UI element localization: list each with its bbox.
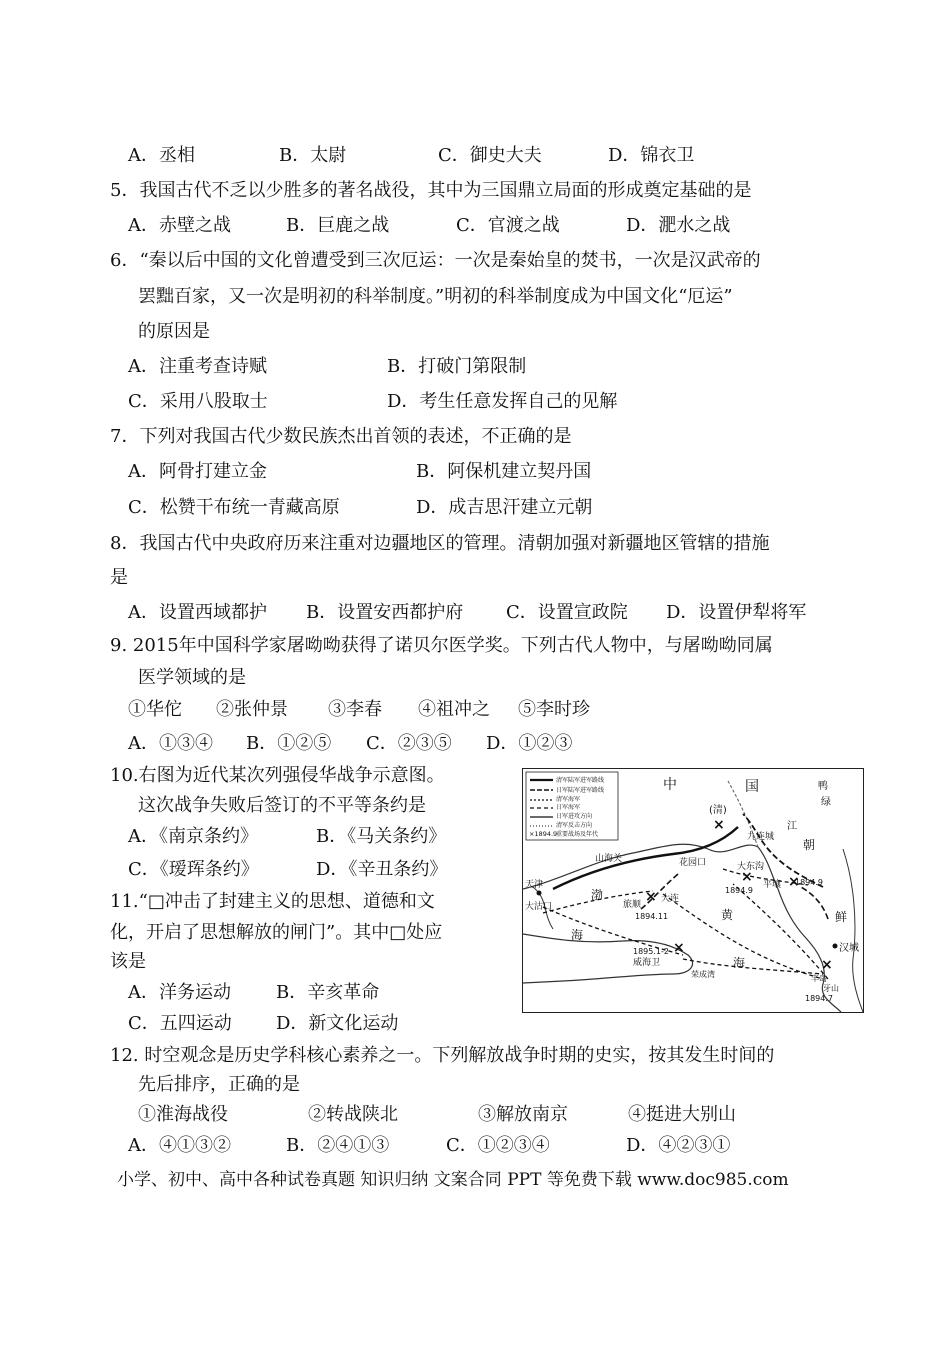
map-label-zhong: 中 xyxy=(663,777,677,793)
japan-army-route-east xyxy=(801,887,828,919)
q7-option-d: D．成吉思汗建立元朝 xyxy=(416,497,593,518)
map-date-fengdao: 1894.7 xyxy=(805,994,833,1003)
legend-label-japan-army: 日军陆军进军路线 xyxy=(556,787,605,794)
q9-item-4: ④祖冲之 xyxy=(418,699,490,720)
q12-stem-line-1: 12. 时空观念是历史学科核心素养之一。下列解放战争时期的史实，按其发生时间的 xyxy=(110,1045,775,1066)
map-date-weihaiwei: 1895.1-2 xyxy=(633,947,669,956)
q5-stem: 5．我国古代不乏以少胜多的著名战役，其中为三国鼎立局面的形成奠定基础的是 xyxy=(110,180,752,201)
q10-stem-line-2: 这次战争失败后签订的不平等条约是 xyxy=(138,795,426,816)
legend-mark-battle: ×1894.9 xyxy=(529,830,558,838)
map-label-chao: 朝 xyxy=(803,838,816,852)
q10-option-c: C．《瑷珲条约》 xyxy=(128,859,259,880)
battle-mark-weihaiwei: × xyxy=(673,940,685,956)
q6-stem-line-3: 的原因是 xyxy=(138,321,210,342)
q9-option-b: B．①②⑤ xyxy=(246,733,332,754)
map-label-tianjin: 天津 xyxy=(525,880,544,890)
map-label-huang: 黄 xyxy=(721,908,734,922)
q11-stem-line-1: 11.“□冲击了封建主义的思想、道德和文 xyxy=(110,891,435,912)
q12-option-a: A．④①③② xyxy=(128,1135,231,1156)
map-label-qing: (清) xyxy=(709,805,727,816)
q5-option-a: A．赤壁之战 xyxy=(128,215,231,236)
korea-east-coast xyxy=(843,849,863,1012)
q12-item-2: ②转战陕北 xyxy=(308,1104,398,1125)
q12-option-d: D．④②③① xyxy=(626,1135,731,1156)
map-label-pyongyang: 平壤 xyxy=(763,880,782,890)
q9-item-1: ①华佗 xyxy=(128,699,182,720)
battle-mark-fengdao: × xyxy=(821,957,833,973)
coastline-shandong xyxy=(523,934,693,983)
q9-option-c: C．②③⑤ xyxy=(366,733,452,754)
map-label-lushun: 旅顺 xyxy=(623,900,642,910)
q5-option-c: C．官渡之战 xyxy=(456,215,560,236)
map-label-guo: 国 xyxy=(745,779,759,795)
q12-option-c: C．①②③④ xyxy=(446,1135,550,1156)
q10-option-d: D．《辛丑条约》 xyxy=(316,859,448,880)
q12-stem-line-2: 先后排序，正确的是 xyxy=(138,1074,300,1095)
q8-stem-line-2: 是 xyxy=(110,567,128,588)
q9-stem-line-1: 9. 2015年中国科学家屠呦呦获得了诺贝尔医学奖。下列古代人物中，与屠呦呦同属 xyxy=(110,635,773,656)
legend-label-battle: 重要战场及年代 xyxy=(556,831,599,838)
q11-option-a: A．洋务运动 xyxy=(128,982,231,1003)
q8-option-a: A．设置西域都护 xyxy=(128,602,267,623)
q12-item-3: ③解放南京 xyxy=(478,1104,568,1125)
map-date-lushun: 1894.11 xyxy=(635,912,669,921)
map-label-hai-bohai: 海 xyxy=(571,928,584,942)
q6-option-d: D．考生任意发挥自己的见解 xyxy=(387,391,618,412)
q10-stem-line-1: 10.右图为近代某次列强侵华战争示意图。 xyxy=(110,765,445,786)
legend-label-japan-attack: 日军进攻方向 xyxy=(556,813,593,820)
map-label-weihaiwei: 威海卫 xyxy=(633,958,661,968)
map-label-dadonggou: 大东沟 xyxy=(737,862,765,872)
q6-option-b: B．打破门第限制 xyxy=(387,356,527,377)
q12-item-4: ④挺进大别山 xyxy=(628,1104,736,1125)
q9-stem-line-2: 医学领域的是 xyxy=(138,667,246,688)
q11-option-b: B．辛亥革命 xyxy=(276,982,380,1003)
map-date-pyongyang: 1894.9 xyxy=(795,878,823,887)
q4-option-c: C．御史大夫 xyxy=(438,145,542,166)
legend-label-qing-army: 清军陆军进军路线 xyxy=(556,777,605,784)
map-label-jiang: 江 xyxy=(787,821,797,832)
map-label-hanseong: 汉城 xyxy=(839,943,859,954)
q6-stem-line-1: 6．“秦以后中国的文化曾遭受到三次厄运：一次是秦始皇的焚书，一次是汉武帝的 xyxy=(110,250,761,271)
q12-option-b: B．②④①③ xyxy=(286,1135,390,1156)
map-label-huayuankou: 花园口 xyxy=(679,858,707,868)
city-dot-hanseong xyxy=(833,944,838,949)
q11-stem-line-2: 化，开启了思想解放的闸门”。其中□处应 xyxy=(110,922,443,943)
q11-option-d: D．新文化运动 xyxy=(276,1013,399,1034)
battle-mark-pyongyang: × xyxy=(788,874,800,890)
map-label-jiuliancheng: 九连城 xyxy=(747,832,775,842)
q11-option-c: C．五四运动 xyxy=(128,1013,232,1034)
q9-option-a: A．①③④ xyxy=(128,733,213,754)
map-label-hai-huanghai: 海 xyxy=(733,956,746,970)
q10-option-a: A．《南京条约》 xyxy=(128,826,258,847)
q9-option-d: D．①②③ xyxy=(486,733,573,754)
q6-stem-line-2: 罢黜百家，又一次是明初的科举制度。”明初的科举制度成为中国文化“厄运” xyxy=(138,286,733,307)
map-label-ya: 鸭 xyxy=(818,781,828,792)
q6-option-a: A．注重考查诗赋 xyxy=(128,356,267,377)
city-dot-tianjin xyxy=(537,891,542,896)
battle-mark-jiuliancheng: × xyxy=(713,817,725,833)
legend-label-japan-navy: 日军海军 xyxy=(556,804,581,811)
q8-option-c: C．设置宣政院 xyxy=(506,602,628,623)
q4-option-b: B．太尉 xyxy=(279,145,347,166)
map-label-yashan: 牙山 xyxy=(823,984,839,993)
q5-option-d: D．淝水之战 xyxy=(626,215,731,236)
q12-item-1: ①淮海战役 xyxy=(138,1104,228,1125)
q9-item-3: ③李春 xyxy=(328,699,382,720)
map-label-shanhaiguan: 山海关 xyxy=(595,854,623,864)
map-label-rongchengwan: 荣成湾 xyxy=(691,970,715,979)
legend-label-qing-navy: 清军海军 xyxy=(556,796,581,803)
map-date-dadonggou: 1894.9 xyxy=(725,886,753,895)
footer-download-note: 小学、初中、高中各种试卷真题 知识归纳 文案合同 PPT 等免费下载 www.doc985.com xyxy=(117,1170,789,1190)
map-label-xian: 鲜 xyxy=(835,910,848,924)
q7-option-a: A．阿骨打建立金 xyxy=(128,461,267,482)
q7-option-b: B．阿保机建立契丹国 xyxy=(416,461,592,482)
q4-option-a: A．丞相 xyxy=(128,145,195,166)
battle-mark-lushun: × xyxy=(645,889,657,905)
map-label-lu: 绿 xyxy=(821,797,831,808)
war-map xyxy=(522,768,864,1013)
q6-option-c: C．采用八股取士 xyxy=(128,391,268,412)
legend-label-qing-counter: 清军反击方向 xyxy=(556,822,593,829)
map-label-bo: 渤 xyxy=(591,888,604,902)
map-label-dalian: 大连 xyxy=(661,894,680,904)
q7-option-c: C．松赞干布统一青藏高原 xyxy=(128,497,340,518)
q10-option-b: B．《马关条约》 xyxy=(316,826,447,847)
q9-item-2: ②张仲景 xyxy=(216,699,288,720)
q4-option-d: D．锦衣卫 xyxy=(608,145,695,166)
map-label-dagukou: 大沽口 xyxy=(525,902,553,912)
q11-stem-line-3: 该是 xyxy=(110,951,146,972)
q8-option-d: D．设置伊犁将军 xyxy=(666,602,807,623)
q8-option-b: B．设置安西都护府 xyxy=(306,602,464,623)
map-label-fengdao: 丰岛 xyxy=(811,974,827,983)
q8-stem-line-1: 8．我国古代中央政府历来注重对边疆地区的管理。清朝加强对新疆地区管辖的措施 xyxy=(110,533,770,554)
q5-option-b: B．巨鹿之战 xyxy=(286,215,390,236)
q7-stem: 7．下列对我国古代少数民族杰出首领的表述，不正确的是 xyxy=(110,426,572,447)
japan-navy-route-6 xyxy=(733,884,828,979)
battle-mark-dadonggou: × xyxy=(741,869,753,885)
q9-item-5: ⑤李时珍 xyxy=(518,699,590,720)
war-map-svg xyxy=(523,769,863,1012)
